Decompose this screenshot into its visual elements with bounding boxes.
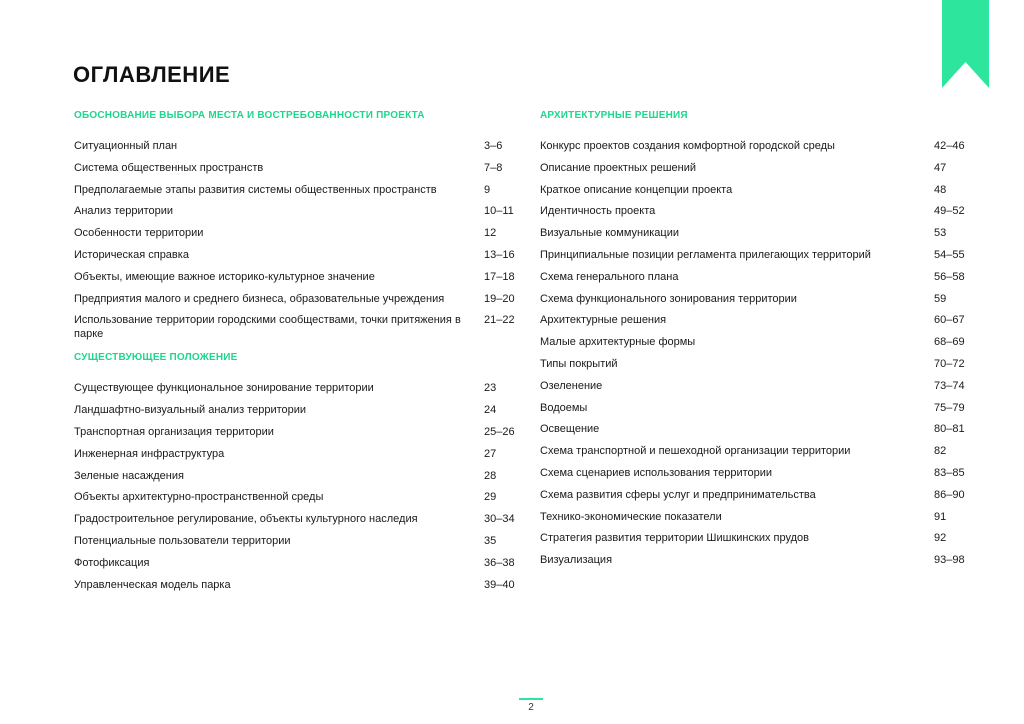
toc-entry[interactable]	[540, 444, 970, 458]
toc-entry-title: Объекты архитектурно-пространственной среды	[74, 491, 324, 504]
toc-entry[interactable]	[540, 466, 970, 480]
toc-entry[interactable]	[540, 357, 970, 371]
toc-entry-pages: 49–52	[934, 205, 965, 218]
toc-entry-pages: 10–11	[484, 205, 514, 218]
page-number: 2	[528, 702, 534, 713]
toc-entry-title: Транспортная организация территории	[74, 425, 274, 438]
toc-entry-title: Схема генерального плана	[540, 270, 679, 283]
toc-entry[interactable]	[74, 226, 520, 240]
toc-column-left	[74, 109, 520, 599]
toc-entry-pages: 25–26	[484, 425, 515, 438]
toc-entry-pages: 23	[484, 382, 497, 395]
toc-entry-title: Существующее функциональное зонирование территории	[74, 382, 374, 395]
toc-entry-title: Идентичность проекта	[540, 205, 656, 218]
toc-entry-pages: 53	[934, 227, 947, 240]
toc-entry-pages: 9	[484, 183, 491, 196]
toc-entry-pages: 7–8	[484, 161, 503, 174]
toc-entry[interactable]	[74, 139, 520, 153]
toc-entry-title: Технико-экономические показатели	[540, 510, 722, 523]
toc-entry-pages: 60–67	[934, 314, 965, 327]
toc-column-right	[540, 109, 970, 575]
toc-entry[interactable]	[540, 422, 970, 436]
toc-entry-pages: 13–16	[484, 248, 515, 261]
toc-entry-title: Принципиальные позиции регламента прилегающих территорий	[540, 248, 871, 261]
toc-entry-title: Зеленые насаждения	[74, 469, 184, 482]
toc-entry-title: Анализ территории	[74, 205, 174, 218]
toc-entry[interactable]	[540, 488, 970, 502]
toc-entry-pages: 27	[484, 447, 497, 460]
toc-entry-title: Объекты, имеющие важное историко-культурное значение	[74, 270, 375, 283]
toc-entry-pages: 28	[484, 469, 497, 482]
toc-entry[interactable]	[540, 139, 970, 153]
toc-entry-title: Стратегия развития территории Шишкинских прудов	[540, 532, 809, 545]
toc-entry-pages: 80–81	[934, 423, 965, 436]
toc-entry-title: Ландшафтно-визуальный анализ территории	[74, 404, 307, 417]
toc-entry-title: Освещение	[540, 423, 600, 436]
toc-entry-pages: 3–6	[484, 140, 503, 152]
toc-entry[interactable]	[74, 248, 520, 262]
toc-entry[interactable]	[540, 270, 970, 284]
toc-entry-title: Описание проектных решений	[540, 161, 697, 174]
toc-entry-pages: 24	[484, 404, 497, 417]
toc-entry-pages: 39–40	[484, 578, 515, 591]
toc-entry-pages: 42–46	[934, 140, 965, 152]
toc-entry-title: Типы покрытий	[540, 357, 618, 370]
toc-entry[interactable]	[540, 161, 970, 175]
toc-section	[74, 351, 520, 591]
toc-entry[interactable]	[74, 403, 520, 417]
toc-entry-title: Историческая справка	[74, 248, 189, 261]
toc-entry[interactable]	[540, 379, 970, 393]
toc-entry-title: Схема развития сферы услуг и предпринимательства	[540, 488, 816, 501]
toc-section	[540, 109, 970, 567]
toc-entry-title: Водоемы	[540, 401, 588, 414]
toc-entry[interactable]	[74, 534, 520, 548]
toc-entry-title: Конкурс проектов создания комфортной городской среды	[540, 140, 835, 152]
toc-entry[interactable]	[540, 313, 970, 327]
toc-entry[interactable]	[74, 270, 520, 284]
toc-entry-pages: 35	[484, 534, 497, 547]
toc-entry-title: Малые архитектурные формы	[540, 336, 696, 349]
page-title: ОГЛАВЛЕНИЕ	[73, 62, 231, 87]
toc-entry[interactable]	[74, 469, 520, 483]
toc-entry-pages: 48	[934, 183, 947, 196]
toc-entry-title: Схема сценариев использования территории	[540, 466, 773, 479]
toc-entry[interactable]	[540, 510, 970, 524]
toc-entry-pages: 21–22	[484, 314, 515, 327]
toc-entry-pages: 92	[934, 532, 947, 545]
toc-entry[interactable]	[540, 401, 970, 415]
section-title: АРХИТЕКТУРНЫЕ РЕШЕНИЯ	[540, 110, 688, 121]
toc-entry-title: Предполагаемые этапы развития системы общественных пространств	[74, 183, 437, 196]
toc-entry-title: Предприятия малого и среднего бизнеса, образовательные учреждения	[74, 292, 445, 305]
toc-entry-pages: 59	[934, 292, 947, 305]
toc-entry[interactable]	[74, 490, 520, 504]
toc-entry[interactable]	[540, 204, 970, 218]
toc-entry-pages: 47	[934, 161, 947, 174]
toc-entry-pages: 83–85	[934, 466, 965, 479]
toc-entry-pages: 19–20	[484, 292, 515, 305]
bookmark-icon	[942, 0, 989, 88]
toc-entry[interactable]	[74, 556, 520, 570]
toc-entry-title: Использование территории городскими сообществами, точки притяжения в парке	[74, 314, 461, 341]
toc-entry-title: Ситуационный план	[74, 140, 178, 152]
toc-entry-title: Фотофиксация	[74, 556, 150, 569]
footer-divider	[519, 698, 543, 700]
toc-entry[interactable]	[540, 183, 970, 197]
toc-entry[interactable]	[540, 292, 970, 306]
toc-list	[74, 381, 520, 591]
toc-entry-title: Градостроительное регулирование, объекты культурного наследия	[74, 513, 418, 526]
toc-entry[interactable]	[74, 512, 520, 526]
toc-entry-pages: 12	[484, 227, 497, 240]
toc-entry[interactable]	[74, 381, 520, 395]
toc-entry-title: Озеленение	[540, 379, 603, 392]
toc-entry[interactable]	[74, 425, 520, 439]
toc-entry[interactable]	[540, 226, 970, 240]
toc-entry[interactable]	[74, 292, 520, 306]
toc-entry-pages: 73–74	[934, 379, 965, 392]
toc-entry[interactable]	[74, 161, 520, 175]
toc-entry-pages: 68–69	[934, 336, 965, 349]
toc-entry-pages: 70–72	[934, 357, 965, 370]
toc-entry-pages: 54–55	[934, 248, 965, 261]
toc-entry-pages: 82	[934, 445, 947, 458]
toc-entry-pages: 17–18	[484, 270, 515, 283]
section-title: СУЩЕСТВУЮЩЕЕ ПОЛОЖЕНИЕ	[74, 352, 238, 364]
toc-entry[interactable]	[540, 553, 970, 567]
toc-entry-pages: 75–79	[934, 401, 965, 414]
toc-entry-title: Система общественных пространств	[74, 161, 264, 174]
toc-entry-pages: 93–98	[934, 554, 965, 567]
toc-entry-pages: 86–90	[934, 488, 965, 501]
toc-section	[74, 109, 520, 341]
toc-entry-pages: 29	[484, 491, 497, 504]
toc-entry[interactable]	[74, 183, 520, 197]
toc-entry-title: Особенности территории	[74, 227, 204, 240]
toc-entry[interactable]	[540, 335, 970, 349]
toc-list	[540, 139, 970, 567]
toc-entry-title: Архитектурные решения	[540, 314, 667, 327]
toc-entry[interactable]	[74, 313, 520, 341]
toc-entry-title: Потенциальные пользователи территории	[74, 534, 291, 547]
toc-entry-title: Визуализация	[540, 554, 613, 567]
toc-entry-pages: 30–34	[484, 513, 515, 526]
toc-list	[74, 139, 520, 341]
toc-entry[interactable]	[74, 447, 520, 461]
toc-entry-title: Инженерная инфраструктура	[74, 447, 225, 460]
section-title: ОБОСНОВАНИЕ ВЫБОРА МЕСТА И ВОСТРЕБОВАННОСТИ ПРОЕКТА	[74, 110, 425, 121]
toc-entry-pages: 91	[934, 510, 947, 523]
toc-entry-title: Схема функционального зонирования территории	[540, 292, 797, 305]
toc-entry[interactable]	[540, 531, 970, 545]
toc-entry-title: Управленческая модель парка	[74, 578, 231, 591]
toc-entry-title: Схема транспортной и пешеходной организации территории	[540, 445, 851, 458]
toc-entry-pages: 36–38	[484, 556, 515, 569]
toc-entry-title: Краткое описание концепции проекта	[540, 183, 733, 196]
toc-entry[interactable]	[74, 578, 520, 592]
toc-entry[interactable]	[540, 248, 970, 262]
toc-entry[interactable]	[74, 204, 520, 218]
toc-entry-title: Визуальные коммуникации	[540, 227, 679, 240]
toc-entry-pages: 56–58	[934, 270, 965, 283]
